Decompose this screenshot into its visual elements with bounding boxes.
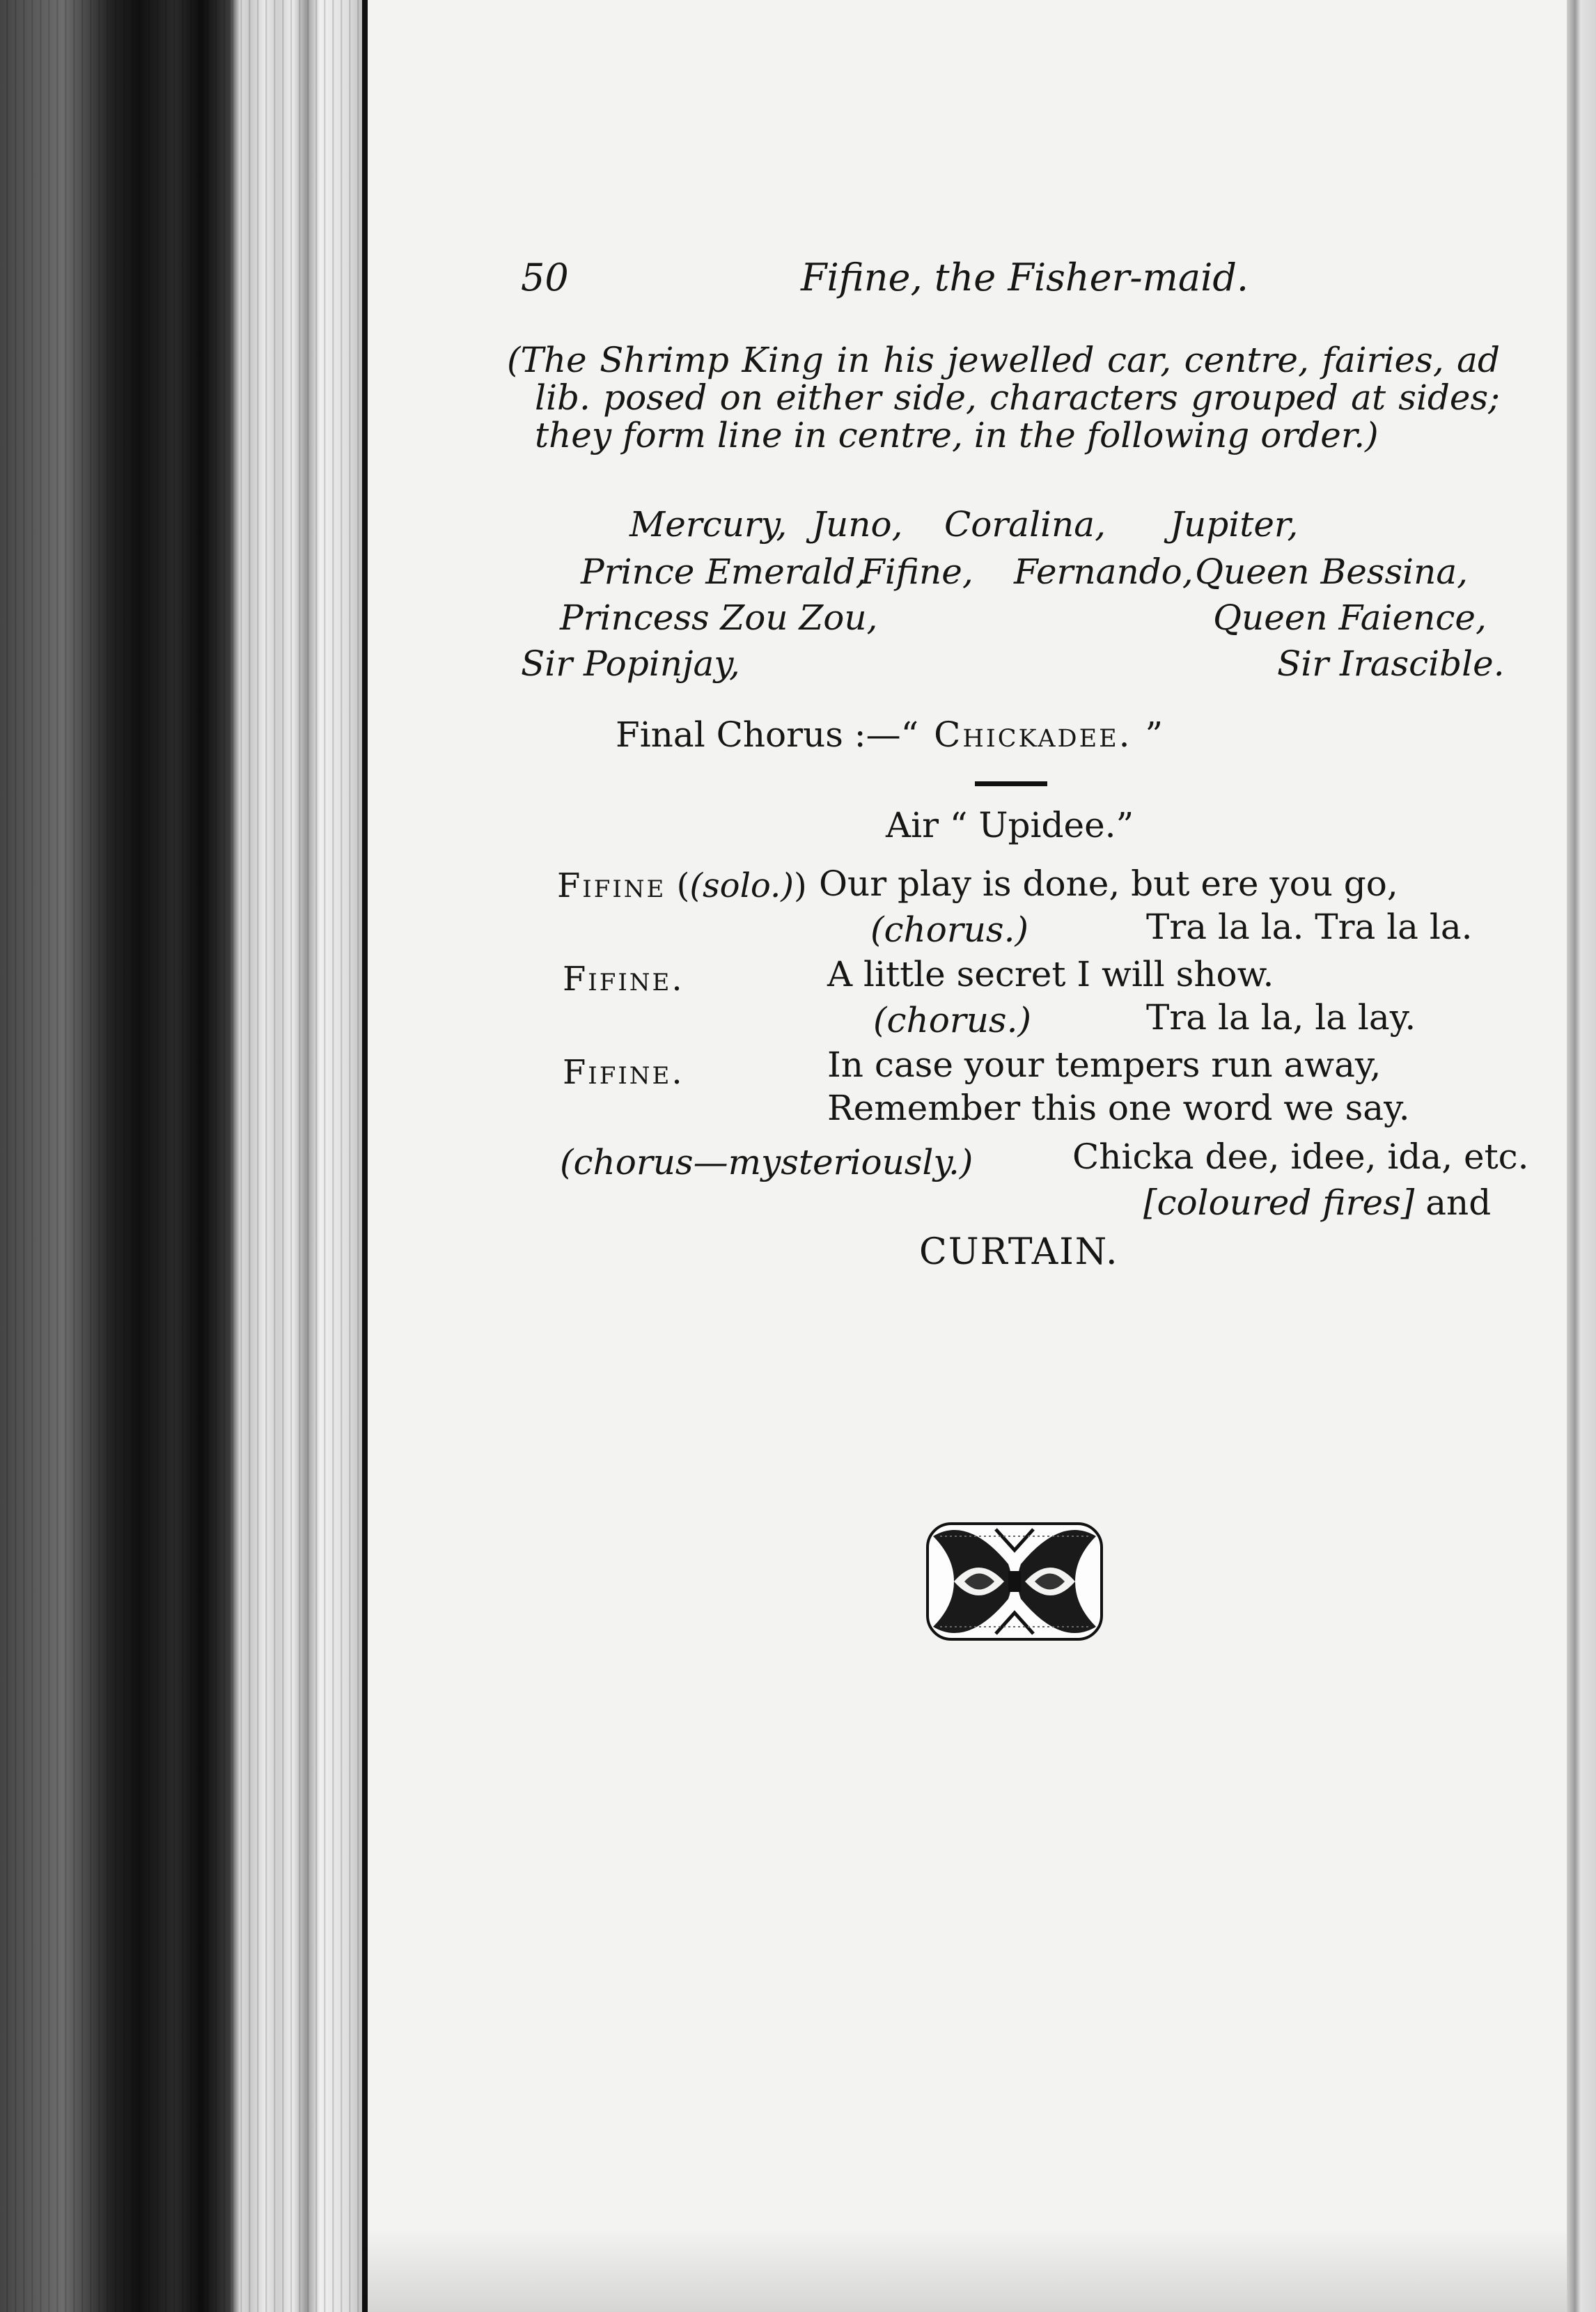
- lyric-line-1: Our play is done, but ere you go,: [819, 864, 1398, 904]
- cast-coralina: Coralina,: [944, 504, 1106, 545]
- running-title: Fifine, the Fisher-maid.: [801, 256, 1249, 299]
- coloured-fires: [coloured fires]: [1143, 1182, 1415, 1223]
- cast-mercury: Mercury,: [629, 504, 788, 545]
- cast-fifine: Fifine,: [861, 552, 973, 592]
- speaker-fifine-2: Fifine.: [563, 960, 684, 999]
- final-chorus: [616, 714, 1166, 755]
- final-chorus-label: Final Chorus :—: [616, 714, 901, 755]
- cast-queen-bessina: Queen Bessina,: [1195, 552, 1469, 592]
- cast-sir-irascible: Sir Irascible.: [1277, 643, 1505, 684]
- page-number: 50: [521, 256, 569, 299]
- lyric-line-4: Remember this one word we say.: [827, 1088, 1410, 1128]
- refrain-line-3: Chicka dee, idee, ida, etc.: [1072, 1137, 1529, 1177]
- speaker-name: Fifine: [557, 866, 666, 905]
- final-chorus-title: “ Chickadee. ”: [900, 714, 1166, 755]
- lyric-line-2: A little secret I will show.: [827, 954, 1274, 994]
- speaker-fifine-solo: [557, 866, 807, 905]
- cast-prince-emerald: Prince Emerald,: [581, 552, 867, 592]
- cast-sir-popinjay: Sir Popinjay,: [521, 643, 740, 684]
- page-edges: [0, 0, 362, 2312]
- chorus-cue-2: (chorus.): [873, 1000, 1031, 1040]
- and-word: and: [1414, 1182, 1492, 1223]
- lyric-line-3: In case your tempers run away,: [827, 1045, 1382, 1085]
- coloured-fires-direction: [1143, 1182, 1492, 1223]
- page-shadow: [362, 2228, 1567, 2312]
- cast-princess-zou-zou: Princess Zou Zou,: [560, 597, 878, 638]
- right-page-edge: [1567, 0, 1596, 2312]
- solo-note: ((solo.)): [666, 866, 807, 905]
- cast-queen-faience: Queen Faience,: [1213, 597, 1487, 638]
- chorus-cue-1: (chorus.): [870, 909, 1028, 950]
- cast-juno: Juno,: [812, 504, 903, 545]
- refrain-line-2: Tra la la, la lay.: [1146, 997, 1416, 1038]
- curtain-line: CURTAIN.: [919, 1231, 1119, 1273]
- chorus-cue-3: (chorus—mysteriously.): [560, 1142, 973, 1182]
- tailpiece-ornament-icon: [926, 1522, 1103, 1641]
- stage-direction: (The Shrimp King in his jewelled car, centre, fairies, ad lib. posed on either side, characters grouped at sides; they form line in centre, in the following order.): [507, 340, 1500, 455]
- cast-fernando: Fernando,: [1014, 552, 1194, 592]
- divider-rule: [975, 781, 1047, 786]
- refrain-line-1: Tra la la. Tra la la.: [1146, 907, 1473, 947]
- solo-note-text: (solo.): [689, 866, 794, 905]
- cast-jupiter: Jupiter,: [1170, 504, 1299, 545]
- speaker-fifine-3: Fifine.: [563, 1053, 684, 1092]
- air-title: Air “ Upidee.”: [886, 805, 1134, 845]
